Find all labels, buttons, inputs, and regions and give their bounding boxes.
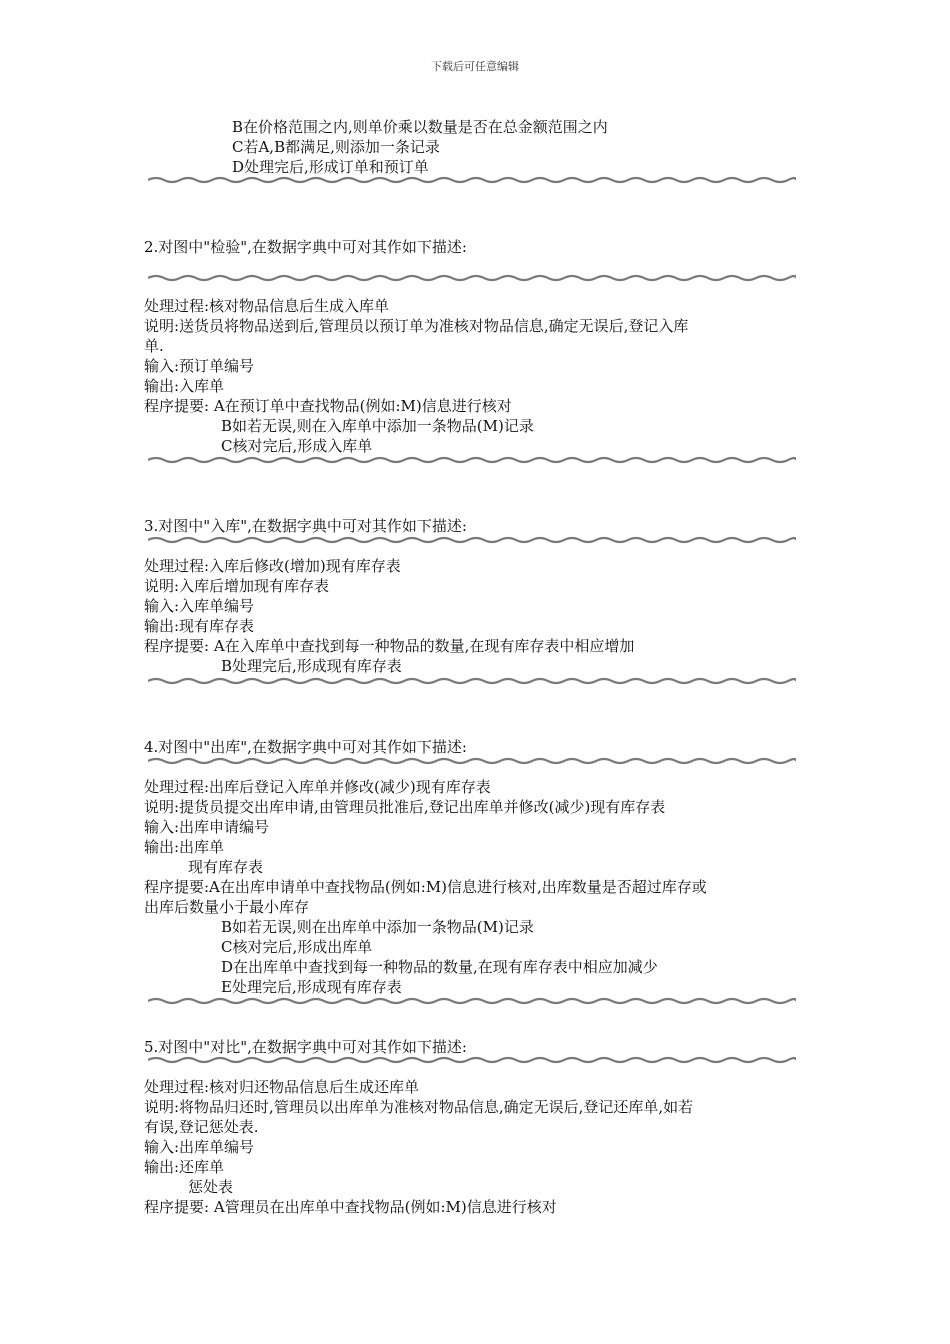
top-line-c: C若A,B都满足,则添加一条记录: [232, 138, 440, 156]
section-4-step-b: B如若无误,则在出库单中添加一条物品(M)记录: [221, 918, 534, 936]
wavy-divider: [148, 677, 796, 685]
section-4-output-2: 现有库存表: [188, 858, 264, 876]
wavy-divider: [148, 1056, 796, 1064]
section-2-process: 处理过程:核对物品信息后生成入库单: [144, 297, 390, 315]
section-2-desc-cont: 单.: [144, 337, 164, 355]
section-3-input: 输入:入库单编号: [144, 597, 255, 615]
section-5-output-2: 惩处表: [188, 1178, 234, 1196]
section-4-process: 处理过程:出库后登记入库单并修改(减少)现有库存表: [144, 778, 491, 796]
section-3-output: 输出:现有库存表: [144, 617, 255, 635]
section-5-desc-cont: 有误,登记惩处表.: [144, 1118, 259, 1136]
section-4-output: 输出:出库单: [144, 838, 225, 856]
section-4-step-a-cont: 出库后数量小于最小库存: [144, 898, 310, 916]
section-3-desc: 说明:入库后增加现有库存表: [144, 577, 330, 595]
wavy-divider: [148, 176, 796, 184]
section-2-step-a: 程序提要: A在预订单中查找物品(例如:M)信息进行核对: [144, 397, 512, 415]
section-5-output: 输出:还库单: [144, 1158, 225, 1176]
section-4-title: 4.对图中"出库",在数据字典中可对其作如下描述:: [144, 738, 467, 756]
wavy-divider: [148, 456, 796, 464]
section-3-step-a: 程序提要: A在入库单中查找到每一种物品的数量,在现有库存表中相应增加: [144, 637, 635, 655]
wavy-divider: [148, 997, 796, 1005]
section-3-process: 处理过程:入库后修改(增加)现有库存表: [144, 557, 401, 575]
section-4-step-e: E处理完后,形成现有库存表: [221, 978, 402, 996]
wavy-divider: [148, 757, 796, 765]
section-2-input: 输入:预订单编号: [144, 357, 255, 375]
section-4-step-d: D在出库单中查找到每一种物品的数量,在现有库存表中相应加减少: [221, 958, 658, 976]
section-4-input: 输入:出库申请编号: [144, 818, 270, 836]
top-line-d: D处理完后,形成订单和预订单: [232, 158, 429, 176]
page-header: 下载后可任意编辑: [431, 60, 519, 73]
section-2-output: 输出:入库单: [144, 377, 225, 395]
section-2-step-b: B如若无误,则在入库单中添加一条物品(M)记录: [221, 417, 534, 435]
section-4-step-a: 程序提要:A在出库申请单中查找物品(例如:M)信息进行核对,出库数量是否超过库存或: [144, 878, 707, 896]
section-4-desc: 说明:提货员提交出库申请,由管理员批准后,登记出库单并修改(减少)现有库存表: [144, 798, 666, 816]
wavy-divider: [148, 536, 796, 544]
section-5-process: 处理过程:核对归还物品信息后生成还库单: [144, 1078, 420, 1096]
section-3-step-b: B处理完后,形成现有库存表: [221, 657, 402, 675]
section-5-input: 输入:出库单编号: [144, 1138, 255, 1156]
section-5-step-a: 程序提要: A管理员在出库单中查找物品(例如:M)信息进行核对: [144, 1198, 557, 1216]
wavy-divider: [148, 274, 796, 282]
section-4-step-c: C核对完后,形成出库单: [221, 938, 373, 956]
section-3-title: 3.对图中"入库",在数据字典中可对其作如下描述:: [144, 517, 467, 535]
section-2-title: 2.对图中"检验",在数据字典中可对其作如下描述:: [144, 238, 467, 256]
section-5-desc: 说明:将物品归还时,管理员以出库单为准核对物品信息,确定无误后,登记还库单,如若: [144, 1098, 694, 1116]
top-line-b: B在价格范围之内,则单价乘以数量是否在总金额范围之内: [232, 118, 608, 136]
section-5-title: 5.对图中"对比",在数据字典中可对其作如下描述:: [144, 1038, 467, 1056]
section-2-step-c: C核对完后,形成入库单: [221, 437, 373, 455]
section-2-desc: 说明:送货员将物品送到后,管理员以预订单为准核对物品信息,确定无误后,登记入库: [144, 317, 689, 335]
